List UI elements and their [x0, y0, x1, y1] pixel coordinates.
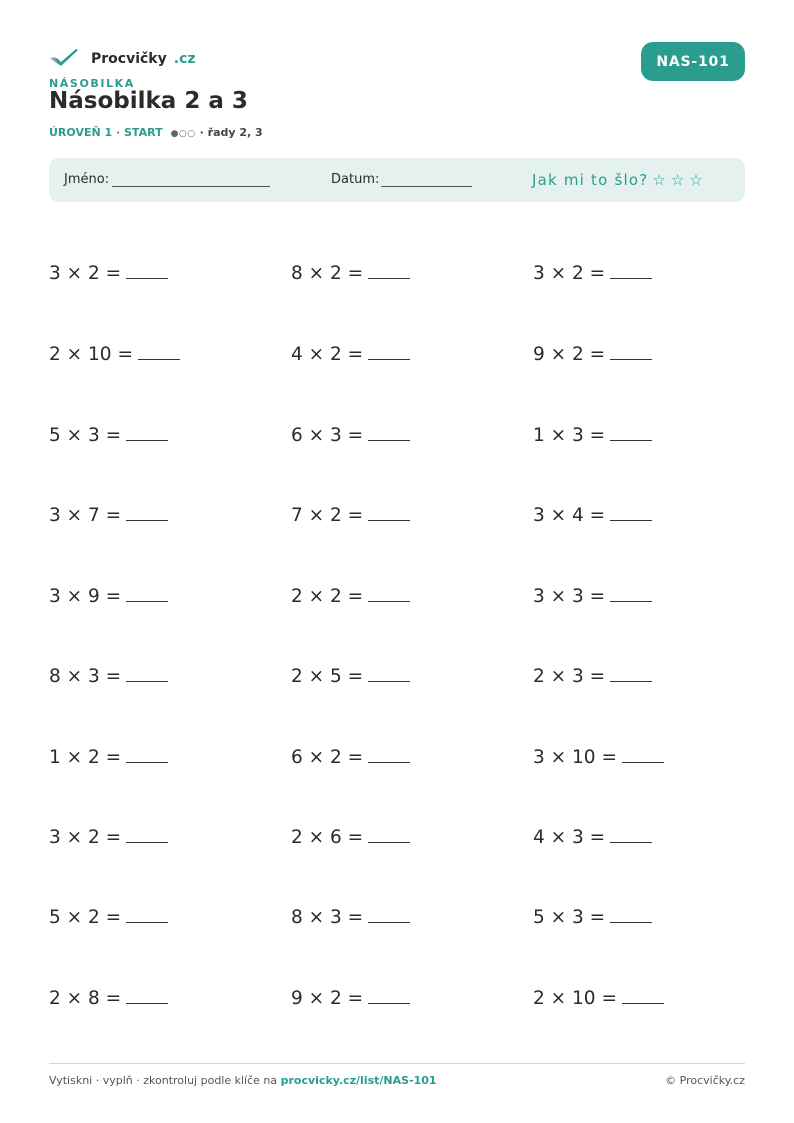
math-problem [291, 824, 410, 848]
level-rows: · řady 2, 3 [199, 126, 263, 139]
math-problem [533, 824, 652, 848]
problem-text: 6 × 3 = [291, 425, 364, 446]
answer-blank[interactable] [368, 904, 410, 923]
math-problem [533, 341, 652, 365]
date-label: Datum: [331, 172, 380, 187]
problem-text: 5 × 3 = [49, 425, 122, 446]
self-rating [532, 171, 708, 189]
answer-blank[interactable] [368, 260, 410, 279]
answer-blank[interactable] [368, 744, 410, 763]
problem-text: 5 × 3 = [533, 907, 606, 928]
rating-label: Jak mi to šlo? [532, 171, 649, 189]
answer-blank[interactable] [610, 824, 652, 843]
answer-blank[interactable] [610, 904, 652, 923]
answer-blank[interactable] [126, 502, 168, 521]
problem-text: 2 × 10 = [49, 344, 133, 365]
footer-divider [49, 1063, 745, 1064]
problem-text: 4 × 3 = [533, 827, 606, 848]
answer-blank[interactable] [368, 341, 410, 360]
math-problem [291, 985, 410, 1009]
math-problem [291, 502, 410, 526]
problem-text: 2 × 3 = [533, 666, 606, 687]
checkmark-icon [49, 49, 79, 69]
math-problem [533, 422, 652, 446]
answer-blank[interactable] [138, 341, 180, 360]
math-problem [49, 502, 168, 526]
answer-blank[interactable] [610, 663, 652, 682]
name-label: Jméno: [64, 172, 110, 187]
answer-blank[interactable] [126, 904, 168, 923]
math-problem [49, 744, 168, 768]
math-problem [49, 985, 168, 1009]
worksheet-code-badge: NAS-101 [641, 42, 745, 81]
answer-blank[interactable] [368, 663, 410, 682]
problem-text: 3 × 2 = [49, 827, 122, 848]
category-label: NÁSOBILKA [49, 77, 135, 90]
problem-text: 8 × 2 = [291, 263, 364, 284]
footer-text: Vytiskni · vyplň · zkontroluj podle klíče na [49, 1074, 281, 1087]
problem-text: 2 × 6 = [291, 827, 364, 848]
page-title: Násobilka 2 a 3 [49, 88, 248, 114]
star-rating-icons[interactable]: ☆☆☆ [652, 171, 708, 189]
student-info-bar [49, 158, 745, 202]
math-problem [533, 904, 652, 928]
problem-text: 6 × 2 = [291, 747, 364, 768]
answer-blank[interactable] [126, 583, 168, 602]
math-problem [291, 583, 410, 607]
problem-text: 8 × 3 = [49, 666, 122, 687]
problem-text: 8 × 3 = [291, 907, 364, 928]
answer-blank[interactable] [368, 985, 410, 1004]
math-problem [49, 341, 180, 365]
answer-blank[interactable] [610, 583, 652, 602]
answer-blank[interactable] [610, 260, 652, 279]
problem-text: 3 × 2 = [533, 263, 606, 284]
math-problem [291, 744, 410, 768]
problem-text: 5 × 2 = [49, 907, 122, 928]
math-problem [533, 985, 664, 1009]
problem-text: 3 × 9 = [49, 586, 122, 607]
answer-blank[interactable] [126, 260, 168, 279]
problem-text: 3 × 3 = [533, 586, 606, 607]
problem-text: 1 × 2 = [49, 747, 122, 768]
problem-text: 9 × 2 = [533, 344, 606, 365]
problem-text: 3 × 4 = [533, 505, 606, 526]
answer-blank[interactable] [622, 744, 664, 763]
site-logo [49, 48, 196, 70]
brand-name: Procvičky [91, 51, 167, 67]
answer-blank[interactable] [610, 341, 652, 360]
answer-blank[interactable] [126, 663, 168, 682]
problem-text: 4 × 2 = [291, 344, 364, 365]
footer-copyright: © Procvičky.cz [665, 1074, 745, 1087]
math-problem [291, 260, 410, 284]
problem-text: 2 × 10 = [533, 988, 617, 1009]
math-problem [533, 663, 652, 687]
problem-text: 7 × 2 = [291, 505, 364, 526]
math-problem [291, 904, 410, 928]
math-problem [49, 583, 168, 607]
math-problem [49, 422, 168, 446]
answer-blank[interactable] [610, 422, 652, 441]
math-problem [291, 341, 410, 365]
answer-blank[interactable] [126, 422, 168, 441]
math-problem [533, 744, 664, 768]
footer-instructions [49, 1074, 437, 1087]
math-problem [291, 422, 410, 446]
answer-blank[interactable] [368, 502, 410, 521]
math-problem [49, 824, 168, 848]
name-field[interactable] [112, 186, 270, 187]
problem-text: 2 × 2 = [291, 586, 364, 607]
answer-key-link[interactable]: procvicky.cz/list/NAS-101 [280, 1074, 437, 1087]
level-info [49, 126, 263, 139]
problem-text: 9 × 2 = [291, 988, 364, 1009]
problem-text: 3 × 10 = [533, 747, 617, 768]
problem-text: 2 × 8 = [49, 988, 122, 1009]
answer-blank[interactable] [126, 824, 168, 843]
level-dots: ●○○ [170, 129, 196, 139]
date-field[interactable] [381, 186, 472, 187]
answer-blank[interactable] [126, 744, 168, 763]
math-problem [533, 583, 652, 607]
answer-blank[interactable] [368, 583, 410, 602]
problem-text: 3 × 7 = [49, 505, 122, 526]
math-problem [49, 904, 168, 928]
problem-text: 1 × 3 = [533, 425, 606, 446]
level-label: ÚROVEŇ 1 · START [49, 126, 163, 139]
brand-tld: .cz [173, 51, 196, 67]
math-problem [49, 663, 168, 687]
problem-text: 2 × 5 = [291, 666, 364, 687]
math-problem [533, 502, 652, 526]
answer-blank[interactable] [610, 502, 652, 521]
answer-blank[interactable] [622, 985, 664, 1004]
math-problem [49, 260, 168, 284]
answer-blank[interactable] [126, 985, 168, 1004]
problem-text: 3 × 2 = [49, 263, 122, 284]
answer-blank[interactable] [368, 422, 410, 441]
math-problem [291, 663, 410, 687]
answer-blank[interactable] [368, 824, 410, 843]
math-problem [533, 260, 652, 284]
